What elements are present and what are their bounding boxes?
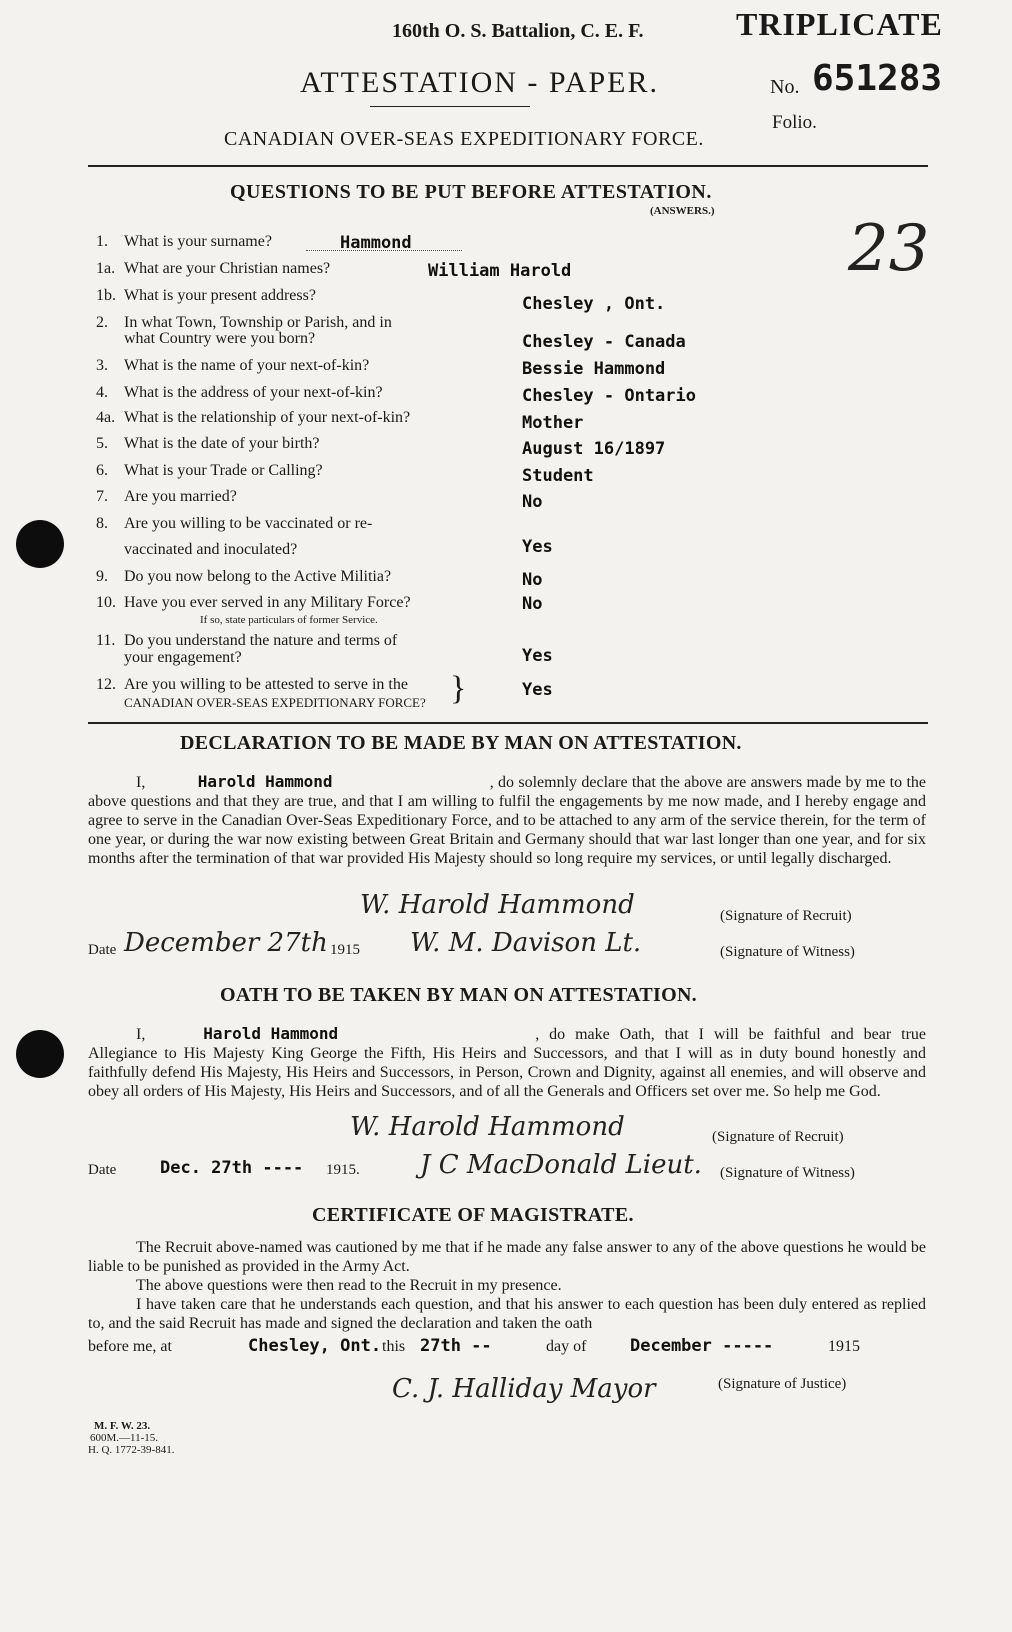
certificate-day-of-label: day of <box>546 1338 587 1355</box>
oath-recruit-signature-label: (Signature of Recruit) <box>712 1129 844 1145</box>
answers-label: (ANSWERS.) <box>650 205 715 217</box>
oath-witness-signature-label: (Signature of Witness) <box>720 1165 855 1181</box>
oath-heading: OATH TO BE TAKEN BY MAN ON ATTESTATION. <box>220 984 697 1006</box>
question-text: Do you understand the nature and terms of <box>124 632 398 649</box>
recruit-signature-oath: W. Harold Hammond <box>350 1112 625 1142</box>
declaration-body: I, Harold Hammond , do solemnly declare that the above are answers made by me to the above questions and that they are true, and that I am willing to fulfil the engagements by me now made, and I hereby engage and agree to serve in the Canadian Over-Seas Expeditionary Force, and to be attached to any arm of the service therein, for the term of one year, or during the war now existing between Great Britain and Germany should that war last longer than one year, and for six months after the termination of that war provided His Majesty should so long require my services, or until legally discharged. <box>88 772 927 867</box>
witness-signature-label: (Signature of Witness) <box>720 944 855 960</box>
oath-date: Dec. 27th ---- <box>160 1158 304 1178</box>
question-continuation: what Country were you born? <box>124 330 316 347</box>
declaration-text: , do solemnly declare that the above are answers made by me to the above questions and that they are true, and that I am willing to fulfil the engagements by me now made, and I hereby engage and agree to serve in the Canadian Over-Seas Expeditionary Force, and to be attached to any arm of the service therein, for the term of one year, or during the war now existing between Great Britain and Germany should that war last longer than one year, and for six months after the termination of that war provided His Majesty should so long require my services, or until legally discharged. <box>88 774 927 867</box>
justice-signature: C. J. Halliday Mayor <box>392 1374 656 1404</box>
questions-heading: QUESTIONS TO BE PUT BEFORE ATTESTATION. <box>230 181 712 203</box>
number-label: No. <box>770 76 800 98</box>
certificate-paragraph-2: The above questions were then read to the Recruit in my presence. <box>136 1277 562 1294</box>
question-continuation: your engagement? <box>124 649 242 666</box>
question-row: 4. What is the address of your next-of-kin? <box>96 384 383 401</box>
declarant-name: Harold Hammond <box>197 772 333 791</box>
copy-label: TRIPLICATE <box>736 6 943 42</box>
answer-surname: Hammond <box>340 233 412 253</box>
question-continuation: CANADIAN OVER-SEAS EXPEDITIONARY FORCE? <box>124 695 426 710</box>
question-row: 2. In what Town, Township or Parish, and in <box>96 314 392 331</box>
answer-military-service: No <box>522 594 543 614</box>
question-text: Do you now belong to the Active Militia? <box>124 568 392 585</box>
witness-signature-declaration: W. M. Davison Lt. <box>410 928 642 958</box>
witness-signature-oath: J C MacDonald Lieut. <box>420 1150 702 1180</box>
question-row: 9. Do you now belong to the Active Militia? <box>96 568 392 585</box>
certificate-place: Chesley, Ont. <box>248 1336 382 1356</box>
answer-kin-relationship: Mother <box>522 413 584 433</box>
question-text: What is the date of your birth? <box>124 435 320 452</box>
header-divider <box>88 165 928 167</box>
question-text: Are you married? <box>124 488 237 505</box>
margin-note: 23 <box>848 212 930 286</box>
question-text: What is the address of your next-of-kin? <box>124 384 383 401</box>
declaration-date-label: Date <box>88 942 117 958</box>
form-code-line-1: M. F. W. 23. <box>94 1420 151 1432</box>
question-row: 1a. What are your Christian names? <box>96 260 331 277</box>
question-row: 8. Are you willing to be vaccinated or re- <box>96 515 373 532</box>
question-text: What is the relationship of your next-of-kin? <box>124 409 411 426</box>
certificate-paragraph-1: The Recruit above-named was cautioned by me that if he made any false answer to any of the above questions he would be liable to be punished as provided in the Army Act. <box>88 1239 926 1275</box>
answer-understand-engagement: Yes <box>522 646 553 666</box>
form-code-line-2: 600M.—11-15. <box>90 1432 159 1444</box>
section-divider <box>88 722 928 724</box>
certificate-this-label: this <box>382 1338 406 1355</box>
certificate-heading: CERTIFICATE OF MAGISTRATE. <box>312 1204 634 1226</box>
attestation-number: 651283 <box>812 58 943 99</box>
declaration-date: December 27th <box>124 928 328 958</box>
question-row: 4a. What is the relationship of your next-of-kin? <box>96 409 411 426</box>
answer-birth-date: August 16/1897 <box>522 439 666 459</box>
certificate-month: December ----- <box>630 1336 774 1356</box>
recruit-signature-label: (Signature of Recruit) <box>720 908 852 924</box>
answer-present-address: Chesley , Ont. <box>522 294 666 314</box>
oath-body: I, Harold Hammond , do make Oath, that I will be faithful and bear true Allegiance to His Majesty King George the Fifth, His Heirs and Successors, and that I will as in duty bound honestly and faithfully defend His Majesty, His Heirs and Successors, in Person, Crown and Dignity, against all enemies, and will observe and obey all orders of His Majesty, His Heirs and Successors, and of all the Generals and Officers set over me. So help me God. <box>88 1024 926 1100</box>
oath-taker-name: Harold Hammond <box>203 1024 339 1043</box>
title-underline <box>370 106 530 107</box>
question-text: What is the name of your next-of-kin? <box>124 357 370 374</box>
answer-active-militia: No <box>522 570 543 590</box>
question-row: 1b. What is your present address? <box>96 287 316 304</box>
question-text: Have you ever served in any Military Force? <box>124 594 411 611</box>
oath-date-label: Date <box>88 1162 117 1178</box>
question-text: Are you willing to be attested to serve in the <box>124 676 408 693</box>
declaration-year: 1915 <box>330 942 360 958</box>
oath-year: 1915. <box>326 1162 360 1178</box>
certificate-year: 1915 <box>828 1338 860 1355</box>
brace-glyph: } <box>450 670 467 707</box>
question-text: Are you willing to be vaccinated or re- <box>124 515 373 532</box>
answer-kin-address: Chesley - Ontario <box>522 386 696 406</box>
recruit-signature-declaration: W. Harold Hammond <box>360 890 635 920</box>
question-row: 6. What is your Trade or Calling? <box>96 462 323 479</box>
question-text: What is your present address? <box>124 287 316 304</box>
form-code-line-3: H. Q. 1772-39-841. <box>88 1444 175 1456</box>
question-text: What is your surname? <box>124 233 272 250</box>
answer-next-of-kin: Bessie Hammond <box>522 359 666 379</box>
force-subtitle: CANADIAN OVER-SEAS EXPEDITIONARY FORCE. <box>224 128 704 150</box>
question-text: In what Town, Township or Parish, and in <box>124 314 392 331</box>
question-row: 11. Do you understand the nature and terms of <box>96 632 398 649</box>
question-row: 5. What is the date of your birth? <box>96 435 320 452</box>
answer-married: No <box>522 492 543 512</box>
question-text: What are your Christian names? <box>124 260 331 277</box>
answer-vaccinated: Yes <box>522 537 553 557</box>
question-continuation: If so, state particulars of former Service. <box>200 614 378 626</box>
justice-signature-label: (Signature of Justice) <box>718 1376 847 1392</box>
battalion-stamp: 160th O. S. Battalion, C. E. F. <box>392 20 644 42</box>
answer-christian-names: William Harold <box>428 261 572 281</box>
answer-willing-to-serve: Yes <box>522 680 553 700</box>
question-row: 3. What is the name of your next-of-kin? <box>96 357 370 374</box>
certificate-paragraph-3: I have taken care that he understands each question, and that his answer to each question has been duly entered as replied to, and the said Recruit has made and signed the declaration and taken the oath <box>88 1296 926 1332</box>
document-title: ATTESTATION - PAPER. <box>300 66 660 99</box>
certificate-day: 27th -- <box>420 1336 492 1356</box>
punch-hole-top <box>16 520 64 568</box>
punch-hole-bottom <box>16 1030 64 1078</box>
answer-trade: Student <box>522 466 594 486</box>
answer-birthplace: Chesley - Canada <box>522 332 686 352</box>
question-row: 12. Are you willing to be attested to serve in the <box>96 676 408 693</box>
question-row: 10. Have you ever served in any Military Force? <box>96 594 411 611</box>
folio-label: Folio. <box>772 112 817 133</box>
question-text: What is your Trade or Calling? <box>124 462 323 479</box>
certificate-before-label: before me, at <box>88 1338 172 1355</box>
declaration-heading: DECLARATION TO BE MADE BY MAN ON ATTESTATION. <box>180 732 742 754</box>
question-continuation: vaccinated and inoculated? <box>124 541 298 558</box>
question-row: 1. What is your surname? <box>96 233 272 250</box>
oath-text: , do make Oath, that I will be faithful and bear true Allegiance to His Majesty King George the Fifth, His Heirs and Successors, and that I will as in duty bound honestly and faithfully defend His Majesty, His Heirs and Successors, in Person, Crown and Dignity, against all enemies, and will observe and obey all orders of His Majesty, His Heirs and Successors, and of all the Generals and Officers set over me. So help me God. <box>88 1026 926 1100</box>
question-row: 7. Are you married? <box>96 488 237 505</box>
